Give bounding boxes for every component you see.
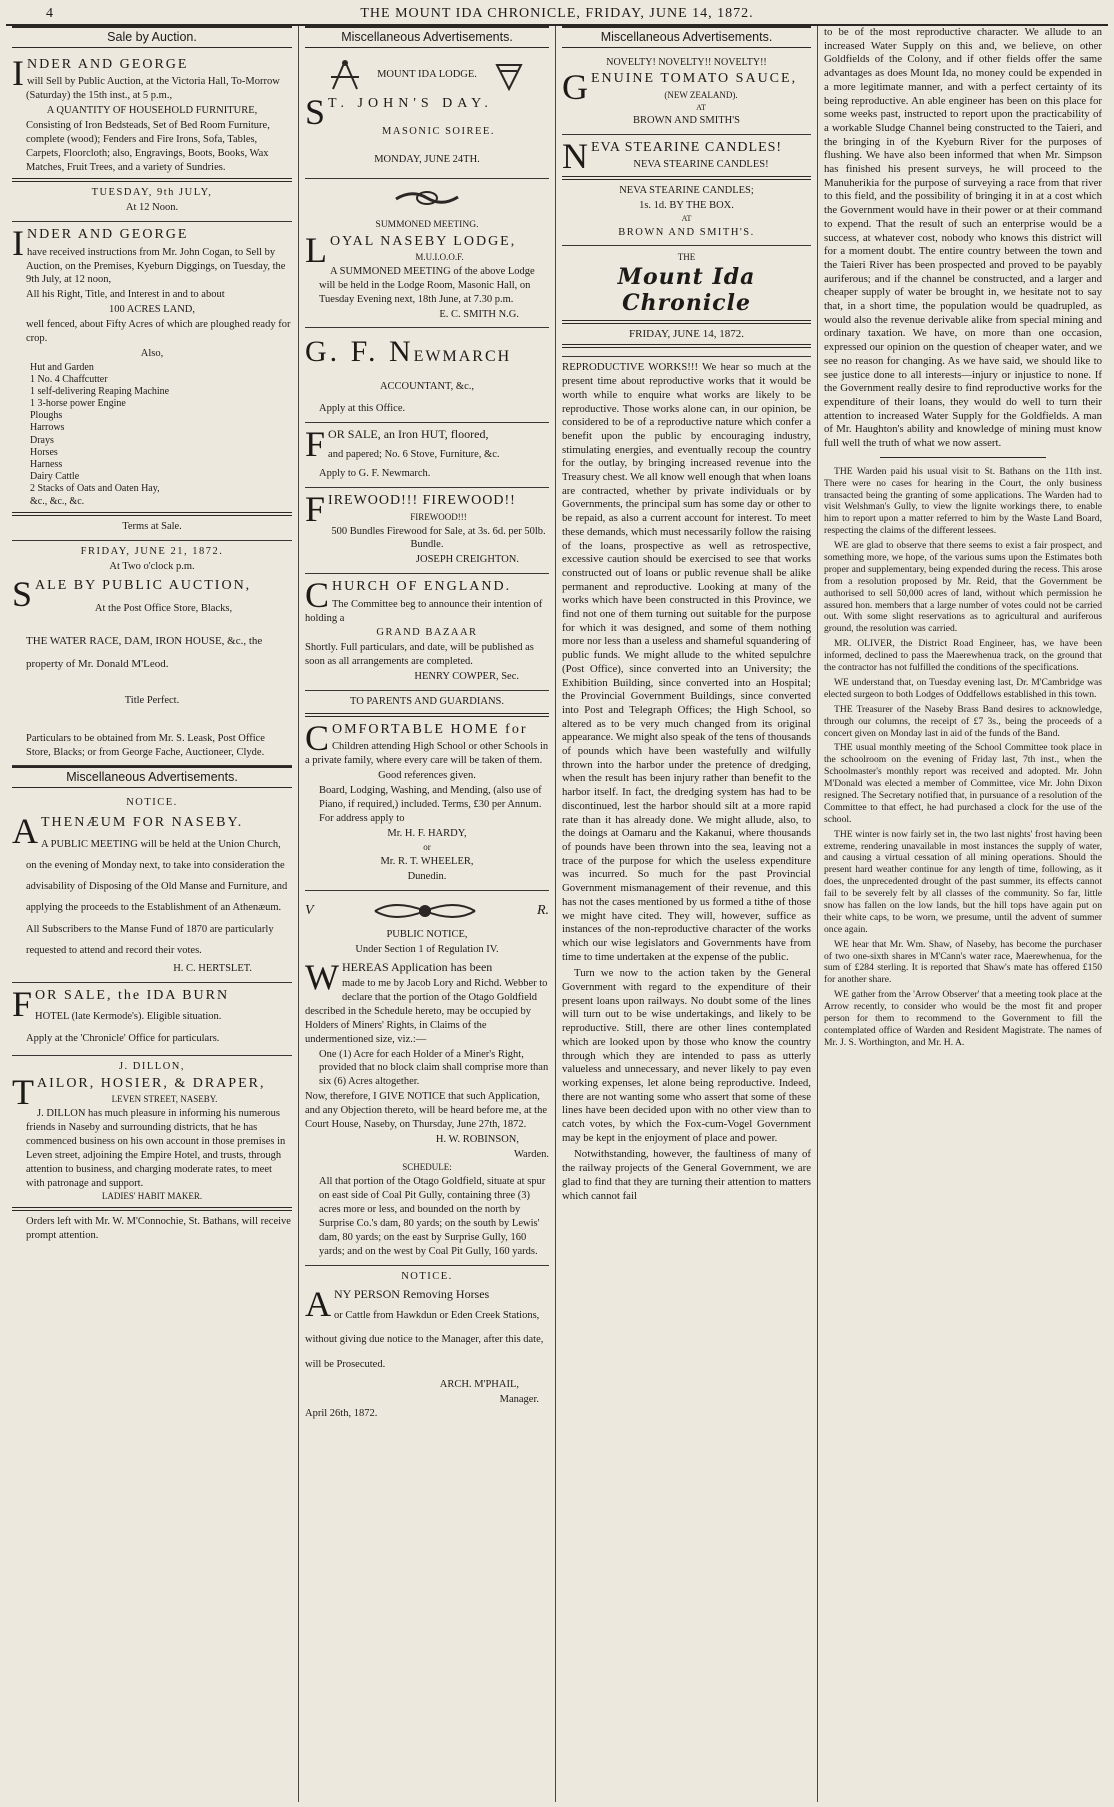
lodge-name: MOUNT IDA LODGE. xyxy=(377,69,477,81)
news-item: WE gather from the 'Arrow Observer' that a meeting took place at the Arrow recently, to consider who would be the most fit and proper person for them to recommend to the Government to fill the contemplated office of Warden and Resident Magistrate. The names of Mr. J. S. Worthington, and Mr. H. A. xyxy=(824,989,1102,1048)
editorial-paragraph: REPRODUCTIVE WORKS!!! We hear so much at the present time about reproductive works that it would be worth while to enquire what works are likely to be reproductive. Those works alone can, in our opinion, be considered to be of a reproductive nature which confer a benefit upon the public by encouraging industry, stimulating energies, and eventually recoup the country for the outlay, by bringing increased revenue into the Treasury chest. We all know well enough that when loans are contracted, whether by private individuals or by Governments, the principal sum has some day or other to be repaid, as also a current account for interest. To meet these demands, which must necessarily follow the raising of the loans, prospective as well as retrospective, excessive caution should be exercised to see that works constructed out of loans or public revenue shall be alike permanent and reproductive. Looking at many of the works which have been constructed in this Province, we find not one of them turning out suitable for the purpose for which it was designed, and some of them nothing more nor less than a useless and shameful squandering of public funds. We might allude to the whited sepulchre (Post Office), since converted into an University; the Exhibition Building, since converted into an Hospital; the Provincial Government Buildings, since converted into Post and Telegraph Offices; the High School, so altered as to be very much changed from its original appearance. We might also speak of the tens of thousands of pounds which have been wastefully and wilfully thrown into the harbor under the pretence of dredging, when the result has been injury rather than benefit to the harbor itself. In fact, the dredging system has had to be discontinued, lest the harbor should silt at a more rapid rate than it has already done. We might allude, also, to the doings at Oamaru and the Kakanui, where thousands of pounds have been thrown into the sea, leaving not a trace of the purpose for which the useless expenditure was incurred. So much for the past Provincial Government mismanagement of their revenue, and this has not the cases mentioned by us formed a tithe of those we might have cited. They will, however, suffice as instances of the non-reproductive character of the works which our wise legislators and Governments have from time to time undertaken at the expense of the public. xyxy=(562,361,811,963)
ad-title: ENUINE TOMATO SAUCE, xyxy=(591,71,798,87)
list-item: Ploughs xyxy=(30,410,63,422)
ad-title: THENÆUM FOR NASEBY. xyxy=(41,815,244,831)
ad-water-race-sale: FRIDAY, JUNE 21, 1872. At Two o'clock p.m. SALE BY PUBLIC AUCTION, At the Post Office Store, Blacks, THE WATER RACE, DAM, IRON HOUSE, &c., the property of Mr. Donald M'Leod. Title Perfect. Particulars to be obtained from Mr. S. Leask, Post Office Store, Blacks; or from George Fache, Auctioneer, Clyde. xyxy=(12,541,292,767)
ad-title: ALE BY PUBLIC AUCTION, xyxy=(35,578,252,594)
editorial-paragraph: to be of the most reproductive character. We allude to an increased Water Supply on this and, we believe, on other Goldfields of the Colony, and if other fields offer the same advantages as does Mount Ida, no money could be expended in a more legitimate manner, and with a perfect certainty of its being reproductive. An able engineer has been on this place for some weeks past, instructed to report upon the practicability of a workable Sludge Channel being constructed to the Taieri, and the bringing in of the Kyeburn River for the purposes of flushing. We have also been informed that when Mr. Simpson has finished his present surveys, he will proceed to the Manuherikia for the purpose of surveying a race from that river to this field, and the possibility of bringing it in at a cost which the Government would have in their power or at their command to expend. That the result of such an enterprise would be a success, at whatever cost, nobody who knows this district will for a moment doubt. The entire country between the town and the Taieri River has been prospected and proved to be payably auriferous; and if the channel be constructed, and a larger and cheaper supply of water be brought in, we hesitate not to say that, in a short time, the population would be quadrupled, as would also the revenue derivable alike from special mining and ordinary taxation. We have, on more than one occasion, expressed our opinion on the question of cheaper water, and we see no reason for changing. As we have said, we should like to see justice done to all interests—injury or injustice to none. If the Government really desire to find reproductive works for the expenditure of their loans, they would do well to turn their attention to increased Water Supply for the Goldfields. A man of Mr. Haughton's ability and knowledge of mining must know full well the truth of what we now assert. xyxy=(824,26,1102,450)
ad-title: OYAL NASEBY LODGE, xyxy=(330,233,517,249)
editorial-paragraph: Turn we now to the action taken by the General Government with regard to the expenditure of their present loans upon railways. No doubt some of the lines will turn out to be wise undertakings, and likely to be reproductive. Still, there are other lines contemplated which are looked upon by those who know the country through which they are intended to pass as utterly valueless and unnecessary, and never likely to pay even working expenses, let alone being reproductive. Indeed, there are not wanting some who assert that some of these lines have been decided upon with no other view than to catch votes, by which the Fox-cum-Vogel Government may be kept in the enjoyment of place and power. xyxy=(562,967,811,1144)
ad-auction-land: INDER AND GEORGE have received instructions from Mr. John Cogan, to Sell by Auction, on the Premises, Kyeburn Diggings, on Tuesday, the 9th July, at 12 noon, All his Right, Title, and Interest in and to about 100 ACRES LAND, well fenced, about Fifty Acres of which are ploughed ready for crop. Also, Hut and Garden 1 No. 4 Chaffcutter 1 self-delivering Reaping Machine 1 3-horse power Engine Ploughs Harrows Drays Horses Harness Dairy Cattle 2 Stacks of Oats and Oaten Hay, &c., &c., &c. Terms at Sale. xyxy=(12,222,292,540)
ad-title: OMFORTABLE HOME for xyxy=(332,721,528,737)
list-item: &c., &c., &c. xyxy=(30,495,85,507)
column-1 xyxy=(6,26,299,1802)
column-3 xyxy=(556,26,818,1802)
list-item: Horses xyxy=(30,446,58,458)
ad-iron-hut: FOR SALE, an Iron HUT, floored, and papered; No. 6 Stove, Furniture, &c. Apply to G. F. Newmarch. xyxy=(305,423,549,489)
masonic-compass-icon xyxy=(327,59,363,91)
ad-horses-notice: NOTICE. ANY PERSON Removing Horses or Cattle from Hawkdun or Eden Creek Stations, without giving due notice to the Manager, after this date, will be Prosecuted. ARCH. M'PHAIL, Manager. April 26th, 1872. xyxy=(305,1270,544,1420)
ad-title-large: G. F. N xyxy=(305,335,414,369)
list-item: Harness xyxy=(30,459,63,471)
list-item: 2 Stacks of Oats and Oaten Hay, xyxy=(30,483,160,495)
ad-title: AILOR, HOSIER, & DRAPER, xyxy=(37,1075,266,1091)
ad-masonic-soiree: MOUNT IDA LODGE. S T. JOHN'S DAY. MASONIC SOIREE. MONDAY, JUNE 24TH. xyxy=(305,52,549,179)
ad-tailor: J. DILLON, TAILOR, HOSIER, & DRAPER, LEVEN STREET, NASEBY. J. DILLON has much pleasure in informing his numerous friends in Naseby and surrounding districts, that he has commenced business on his own account in those premises in Leven street, adjoining the Empire Hotel, and trusts, through attention to business, and charging moderate rates, to meet with patronage and support. LADIES' HABIT MAKER. Orders left with Mr. W. M'Connochie, St. Bathans, will receive prompt attention. xyxy=(12,1061,291,1242)
ad-title: NDER AND GEORGE xyxy=(27,227,189,243)
list-item: Dairy Cattle xyxy=(30,471,80,483)
ad-title: NDER AND GEORGE xyxy=(27,57,189,72)
ad-title: NY PERSON Removing Horses xyxy=(334,1287,490,1302)
paper-nameplate: THE Mount Ida Chronicle FRIDAY, JUNE 14, 1872. xyxy=(562,246,811,357)
cipher-r: R. xyxy=(536,902,549,918)
news-item: WE hear that Mr. Wm. Shaw, of Naseby, has become the purchaser of two one-sixth shares in M'Cann's water race, Maerewhenua, for the sum of £284 sterling. It is reported that Shaw's mate has offered £150 for another share. xyxy=(824,938,1102,986)
ad-public-notice: V R. PUBLIC NOTICE, Under Section 1 of Regulation IV. WHEREAS Application has been made to me by Jacob Lory and Richd. Webber to declare that the portion of the Otago Goldfield described in the Schedule hereto, may be occupied by Holders of Miners' Rights, in Claims of the undermentioned size, viz.:— One (1) Acre for each Holder of a Miner's Right, provided that no block claim shall comprise more than six (6) Acres altogether. Now, therefore, I GIVE NOTICE that such Application, and any Objection thereto, will be heard before me, at the Court House, Naseby, on Thursday, June 27th, 1872. H. W. ROBINSON, Warden. SCHEDULE: All that portion of the Otago Goldfield, situate at spur on east side of Coal Pit Gully, containing three (3) acres more or less, and bounded on the north by Surprise Co.'s dam, 80 yards; on the south by Lewis' dam, 80 yards; on the east by Surprise Gully, 160 yards; and on the west by Coal Pit Gully, 160 yards. xyxy=(305,891,549,1266)
column-4 xyxy=(818,26,1108,1802)
ad-hotel-sale: FOR SALE, the IDA BURN HOTEL (late Kermode's). Eligible situation. Apply at the 'Chronicle' Office for particulars. xyxy=(12,983,292,1056)
ad-accountant: G. F. NEWMARCH ACCOUNTANT, &c., Apply at this Office. xyxy=(305,328,549,422)
ad-title: IREWOOD!!! FIREWOOD!! xyxy=(328,493,516,509)
ad-firewood: FIREWOOD!!! FIREWOOD!! FIREWOOD!!! 500 Bundles Firewood for Sale, at 3s. 6d. per 50lb. Bundle. JOSEPH CREIGHTON. xyxy=(305,488,549,574)
column-2 xyxy=(299,26,556,1802)
ad-home-for-children: TO PARENTS AND GUARDIANS. COMFORTABLE HOME for Children attending High School or other Schools in a private family, where every care will be taken of them. Good references given. Board, Lodging, Washing, and Mending, (also use of Piano, if required,) included. Terms, £30 per Annum. For address apply to Mr. H. F. HARDY, or Mr. R. T. WHEELER, Dunedin. xyxy=(305,691,549,891)
news-item: WE are glad to observe that there seems to exist a fair prospect, and something more, we hope, of the various sums upon the Estimates both proper and supplementary, being expended during the recess. This arose from a resolution proposed by Mr. Reid, that the Government be authorised to sell 50,000 acres of land, without which permission he assured hon. members that a large number of votes could not be carried out. With some slight reservations as to agricultural and auriferous ground, the resolution was carried. xyxy=(824,540,1102,635)
list-item: 1 No. 4 Chaffcutter xyxy=(30,373,108,385)
handshake-icon xyxy=(392,185,462,211)
list-item: Harrows xyxy=(30,422,65,434)
news-item: THE Warden paid his usual visit to St. Bathans on the 11th inst. There were no cases for hearing in the Court, the only business transacted being the granting of some applications. The Warden had to visit Welshman's Gully, to view the lignite workings there, to enable him to report upon a matter referred to him by the Waste Land Board, respecting the claims of the different lessees. xyxy=(824,465,1102,537)
issue-date: FRIDAY, JUNE 14, 1872. xyxy=(629,328,744,341)
list-item: 1 self-delivering Reaping Machine xyxy=(30,385,170,397)
list-item: Drays xyxy=(30,434,54,446)
news-item: MR. OLIVER, the District Road Engineer, has, we have been informed, declined to pass the Maerewhenua track, on the ground that the contractor has not fulfilled the conditions of the specifications. xyxy=(824,638,1102,674)
section-header: Miscellaneous Advertisements. xyxy=(12,766,292,788)
section-header: Miscellaneous Advertisements. xyxy=(305,26,549,48)
ad-title: OR SALE, the IDA BURN xyxy=(35,987,230,1003)
ad-auction-furniture: INDER AND GEORGE will Sell by Public Auction, at the Victoria Hall, To-Morrow (Saturday) the 15th inst., at 5 p.m., A QUANTITY OF HOUSEHOLD FURNITURE, Consisting of Iron Bedsteads, Set of Bed Room Furniture, complete (wood); Fenders and Fire Irons, Sofa, Tables, Carpets, Floorcloth; also, Engravings, Boots, Books, Wax Matches, Fruit Trees, and a variety of Sundries. TUESDAY, 9th JULY, At 12 Noon. xyxy=(12,52,292,222)
masthead-title: THE MOUNT IDA CHRONICLE, FRIDAY, JUNE 14, 1872. xyxy=(360,6,754,21)
ad-title: OR SALE, an Iron HUT, floored, xyxy=(328,426,489,441)
ad-title: HURCH OF ENGLAND. xyxy=(332,579,512,595)
ad-title: HEREAS Application has been xyxy=(341,960,493,975)
ad-oddfellows-lodge: SUMMONED MEETING. LOYAL NASEBY LODGE, M.U.I.O.O.F. A SUMMONED MEETING of the above Lodge will be held in the Lodge Room, Masonic Hall, on Tuesday Evening next, 18th June, at 7.30 p.m. E. C. SMITH N.G. xyxy=(305,179,549,328)
section-header: Sale by Auction. xyxy=(12,26,292,48)
ad-title: EVA STEARINE CANDLES! xyxy=(591,139,783,155)
list-item: 1 3-horse power Engine xyxy=(30,398,126,410)
masthead xyxy=(6,4,1108,26)
royal-crest-icon xyxy=(365,897,485,925)
ad-tomato-sauce: NOVELTY! NOVELTY!! NOVELTY!! GENUINE TOMATO SAUCE, (NEW ZEALAND). AT BROWN AND SMITH'S xyxy=(562,52,811,135)
sale-items-list xyxy=(12,362,292,508)
ad-candles: NEVA STEARINE CANDLES! NEVA STEARINE CANDLES! NEVA STEARINE CANDLES; 1s. 1d. BY THE BOX. AT BROWN AND SMITH'S. xyxy=(562,135,811,246)
news-item: THE Treasurer of the Naseby Brass Band desires to acknowledge, through our columns, the receipt of £7 3s., being the proceeds of a concert given on Monday last in aid of the funds of the Band. xyxy=(824,703,1102,739)
news-item: WE understand that, on Tuesday evening last, Dr. M'Cambridge was elected surgeon to both Lodges of Oddfellows established in this town. xyxy=(824,676,1102,700)
editorial-paragraph: Notwithstanding, however, the faultiness of many of the railway projects of the General Government, we are glad to find that they are turning their attention to matters which cannot fail xyxy=(562,1148,811,1202)
ad-church-bazaar: CHURCH OF ENGLAND. The Committee beg to announce their intention of holding a GRAND BAZAAR Shortly. Full particulars, and date, will be published as soon as all arrangements are completed. HENRY COWPER, Sec. xyxy=(305,574,549,691)
ad-athenaeum: NOTICE. ATHENÆUM FOR NASEBY. A PUBLIC MEETING will be held at the Union Church, on the evening of Monday next, to take into consideration the advisability of Disposing of the Old Manse and Furniture, and applying the proceeds to the Establishment of an Athenæum. All Subscribers to the Manse Fund of 1870 are particularly requested to attend and record their votes. H. C. HERTSLET. xyxy=(12,792,292,982)
paper-title: Mount Ida Chronicle xyxy=(617,264,756,317)
list-item: Hut and Garden xyxy=(30,361,94,373)
page-number: 4 xyxy=(46,6,54,21)
masonic-square-icon xyxy=(491,59,527,91)
cipher-v: V xyxy=(305,902,314,918)
news-item: THE usual monthly meeting of the School Committee took place in the schoolroom on the evening of Friday last, 7th inst., when the Schoolmaster's monthly report was received and adopted. Mr. John M'Donald was elected a member of Committee, vice Mr. John Dixon resigned. The Secretary notified that, in pursuance of a resolution of the Committee to that effect, he had purchased a clock for the use of the school. xyxy=(824,742,1102,825)
news-item: THE winter is now fairly set in, the two last nights' frost having been extreme, rendering unavailable in most instances the supply of water, and causing a virtual cessation of all mining operations. Should the present hard weather continue for any length of time, following, as it does, the unprecedented drought of the past summer, its effects cannot fail to be severely felt by all classes of the community. So far, little snow has fallen on the low lands, but the hill tops have again put on their white caps, to be worn, we presume, until the advent of summer once again. xyxy=(824,828,1102,935)
ad-title: T. JOHN'S DAY. xyxy=(328,96,493,111)
section-header: Miscellaneous Advertisements. xyxy=(562,26,811,48)
